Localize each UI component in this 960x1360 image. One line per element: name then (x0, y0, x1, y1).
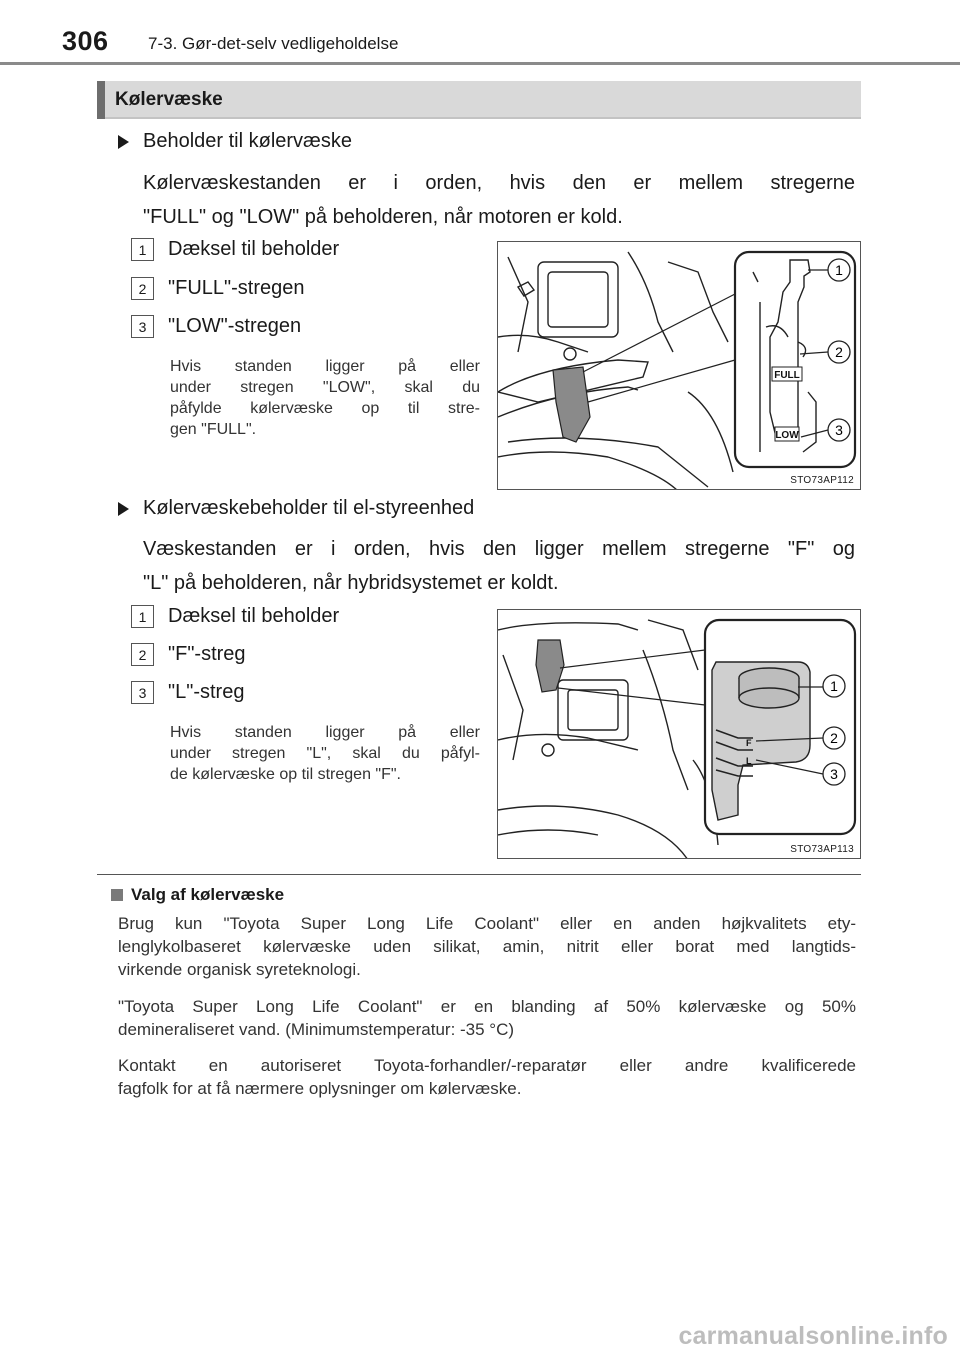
figure-id-label: STO73AP113 (790, 844, 854, 855)
figure-id-label: STO73AP112 (790, 475, 854, 486)
low-mark-text: LOW (775, 430, 799, 441)
item-reservoir-cap (131, 238, 339, 261)
para-line: Kølervæskestanden er i orden, hvis den er mellem stregerne (143, 172, 855, 194)
callout-2-number: 2 (835, 344, 843, 360)
note-line: Hvis standen ligger på eller (170, 358, 480, 375)
item-f-line (131, 643, 246, 666)
item-label: Dæksel til beholder (168, 605, 340, 627)
subheading-text: Valg af kølervæske (131, 885, 285, 904)
item-label: "LOW"-stregen (168, 315, 302, 337)
section-title: Kølervæske (115, 89, 223, 110)
section-divider (97, 874, 861, 875)
number-box: 1 (131, 605, 154, 628)
note-low-level (170, 356, 480, 440)
number-box: 2 (131, 277, 154, 300)
bullet-label: Kølervæskebeholder til el-styreenhed (143, 497, 475, 519)
item-full-line (131, 277, 304, 300)
note-line: påfylde kølervæske op til stre- (170, 400, 480, 417)
f-mark-text: F (746, 738, 752, 748)
section-title-bar (97, 81, 861, 119)
callout-1-number: 1 (830, 678, 838, 694)
note-line: gen "FULL". (170, 421, 257, 438)
number-box: 3 (131, 315, 154, 338)
body-line: Kontakt en autoriseret Toyota-forhandler/-reparatør eller andre kvalificerede (118, 1056, 856, 1075)
l-mark-text: L (746, 756, 752, 766)
body-line: "Toyota Super Long Life Coolant" er en blanding af 50% kølervæske og 50% (118, 997, 856, 1016)
callout-3-number: 3 (830, 766, 838, 782)
callout-1-number: 1 (835, 262, 843, 278)
subheading-coolant-choice (111, 885, 284, 905)
note-line: de kølervæske op til stregen "F". (170, 766, 401, 783)
reservoir-highlight (536, 640, 564, 692)
coolant-choice-paragraph-1 (118, 912, 856, 981)
note-line: Hvis standen ligger på eller (170, 724, 480, 741)
note-line: under stregen "LOW", skal du (170, 379, 480, 396)
body-line: virkende organisk syreteknologi. (118, 960, 361, 979)
item-label: "F"-streg (168, 643, 246, 665)
body-line: demineraliseret vand. (Minimumstemperatur: -35 °C) (118, 1020, 515, 1039)
item-l-line (131, 681, 244, 704)
note-l-level (170, 722, 480, 785)
coolant-choice-paragraph-2 (118, 995, 856, 1041)
section-tab (97, 81, 105, 119)
figure-engine-coolant-reservoir (497, 241, 861, 490)
number-box: 2 (131, 643, 154, 666)
item-label: "FULL"-stregen (168, 277, 305, 299)
full-mark-text: FULL (774, 370, 800, 381)
para-line: "FULL" og "LOW" på beholderen, når motoren er kold. (143, 206, 623, 228)
page-number: 306 (62, 26, 109, 56)
engine-bay-illustration (498, 242, 861, 490)
body-line: Brug kun "Toyota Super Long Life Coolant" eller en anden højkvalitets ety- (118, 914, 856, 933)
callout-2-number: 2 (830, 730, 838, 746)
header-rule (0, 62, 960, 65)
triangle-bullet-icon (118, 502, 129, 516)
item-low-line (131, 315, 301, 338)
chapter-title: 7-3. Gør-det-selv vedligeholdelse (148, 34, 399, 53)
reservoir-highlight (553, 367, 590, 442)
body-line: fagfolk for at få nærmere oplysninger om kølervæske. (118, 1079, 522, 1098)
square-bullet-icon (111, 889, 123, 901)
para-line: "L" på beholderen, når hybridsystemet er koldt. (143, 572, 559, 594)
page-header (62, 22, 862, 62)
coolant-choice-paragraph-3 (118, 1054, 856, 1100)
coolant-level-paragraph (143, 166, 855, 234)
number-box: 1 (131, 238, 154, 261)
bullet-pcu-coolant-reservoir (118, 497, 474, 520)
callout-3-number: 3 (835, 422, 843, 438)
figure-pcu-coolant-reservoir (497, 609, 861, 859)
bullet-label: Beholder til kølervæske (143, 130, 352, 152)
item-reservoir-cap-2 (131, 605, 339, 628)
triangle-bullet-icon (118, 135, 129, 149)
reservoir-cap-shape (739, 688, 799, 708)
bullet-coolant-reservoir (118, 130, 352, 153)
para-line: Væskestanden er i orden, hvis den ligger mellem stregerne "F" og (143, 538, 855, 560)
note-line: under stregen "L", skal du påfyl- (170, 745, 480, 762)
item-label: Dæksel til beholder (168, 238, 340, 260)
pcu-level-paragraph (143, 532, 855, 600)
pcu-bay-illustration (498, 610, 861, 859)
body-line: lenglykolbaseret kølervæske uden silikat, amin, nitrit eller borat med langtids- (118, 937, 856, 956)
number-box: 3 (131, 681, 154, 704)
item-label: "L"-streg (168, 681, 245, 703)
watermark: carmanualsonline.info (678, 1322, 948, 1350)
